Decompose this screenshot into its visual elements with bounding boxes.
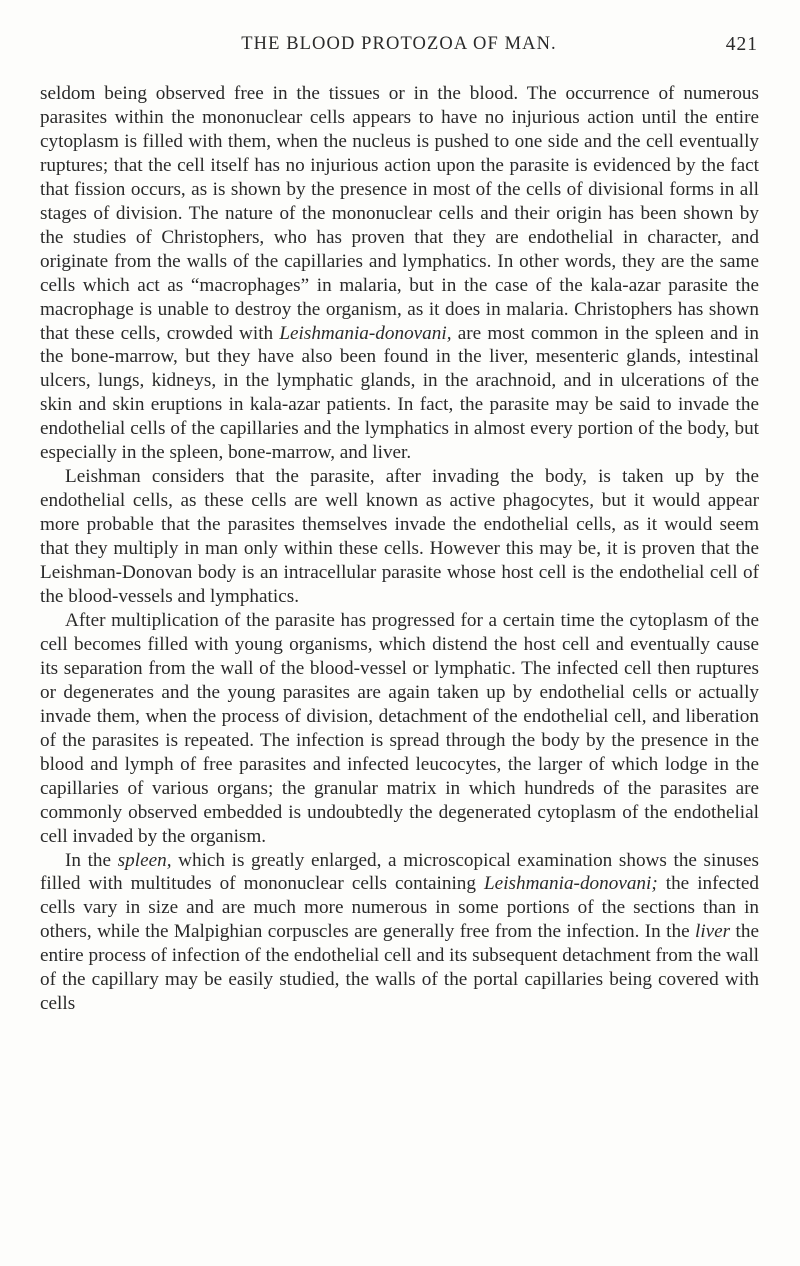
species-name-italic: Leishmania-donovani; bbox=[484, 873, 658, 895]
body-text bbox=[40, 82, 759, 1016]
paragraph-1 bbox=[40, 82, 759, 465]
running-head: THE BLOOD PROTOZOA OF MAN. bbox=[241, 34, 557, 54]
text-run: the infected cells vary in size and are much more numerous in some portions of the sections than in others, while the Malpighian corpuscles are generally free from the infection. In the bbox=[40, 873, 759, 943]
text-run: are most common in the spleen and in the bone-marrow, but they have also been found in the liver, mesenteric glands, intestinal ulcers, lungs, kidneys, in the lymphatic glands, in the arachnoid, and in ulcerations of the skin and skin eruptions in kala-azar patients. In fact, the parasite may be said to invade the endothelial cells of the capillaries and the lymphatics in almost every portion of the body, but especially in the spleen, bone-marrow, and liver. bbox=[40, 322, 760, 464]
paragraph-2: Leishman considers that the parasite, after invading the body, is taken up by the endothelial cells, as these cells are well known as active phagocytes, but it would appear more probable that the parasites themselves invade the endothelial cells, as it would seem that they multiply in man only within these cells. However this may be, it is proven that the Leishman-Donovan body is an intracellular parasite whose host cell is the endothelial cell of the blood-vessels and lymphatics. bbox=[40, 466, 759, 608]
paragraph-4 bbox=[40, 849, 759, 1017]
paragraph-3: After multiplication of the parasite has progressed for a certain time the cytoplasm of the cell becomes filled with young organisms, which distend the host cell and eventually cause its separation from the wall of the blood-vessel or lymphatic. The infected cell then ruptures or degenerates and the young parasites are again taken up by endothelial cells or actually invade them, when the process of division, detachment of the endothelial cell, and liberation of the parasites is repeated. The infection is spread through the body by the presence in the blood and lymph of free parasites and infected leucocytes, the larger of which lodge in the capillaries of various organs; the granular matrix in which hundreds of the parasites are commonly observed embedded is undoubtedly the degenerated cytoplasm of the endothelial cell invaded by the organism. bbox=[40, 609, 759, 847]
organ-liver-italic: liver bbox=[694, 921, 731, 943]
page-number: 421 bbox=[725, 34, 758, 55]
text-run: seldom being observed free in the tissues or in the blood. The occurrence of numerous parasites within the mononuclear cells appears to have no injurious action until the entire cytoplasm is filled with them, when the nucleus is pushed to one side and the cell eventually ruptures; that the cell itself has no injurious action upon the parasite is evidenced by the fact that fission occurs, as is shown by the presence in most of the cells of divisional forms in all stages of division. The nature of the mononuclear cells and their origin has been shown by the studies of Christophers, who has proven that they are endothelial in character, and originate from the walls of the capillaries and lymphatics. In other words, they are the same cells which act as “macrophages” in malaria, but in the case of the kala-azar parasite the macrophage is unable to destroy the organism, as it does in malaria. Christophers has shown that these cells, crowded with bbox=[40, 83, 759, 344]
organ-spleen-italic: spleen, bbox=[117, 849, 172, 871]
text-run: the entire process of infection of the endothelial cell and its subsequent detachment from the wall of the capillary may be easily studied, the walls of the portal capillaries being covered with cells bbox=[40, 921, 759, 1015]
species-name-italic: Leishmania-donovani, bbox=[279, 322, 452, 344]
text-run: In the bbox=[65, 849, 118, 871]
page-header bbox=[40, 34, 758, 64]
text-run: which is greatly enlarged, a microscopical examination shows the sinuses filled with multitudes of mononuclear cells containing bbox=[40, 849, 759, 895]
